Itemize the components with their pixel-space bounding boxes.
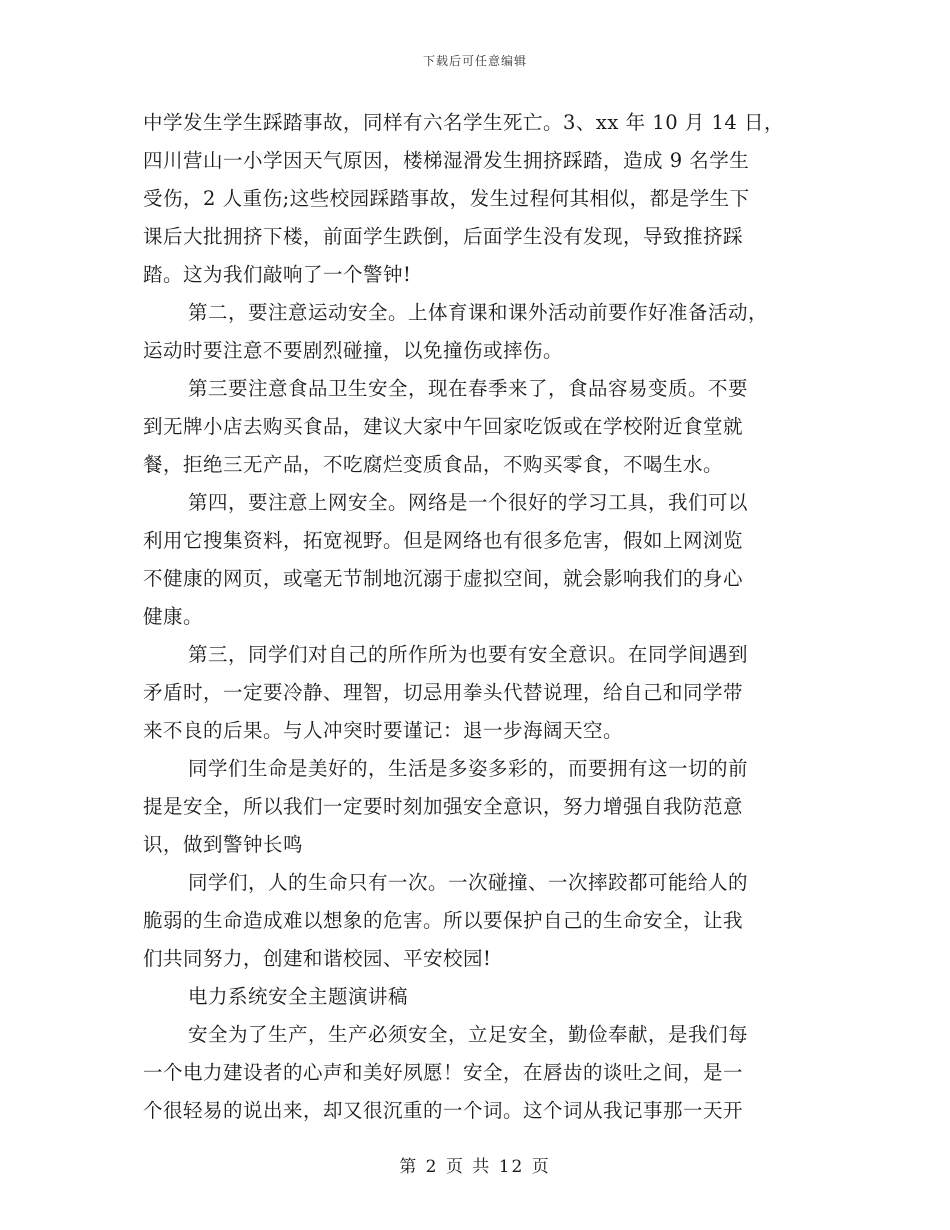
text-line: 第三，同学们对自己的所作所为也要有安全意识。在同学间遇到 — [188, 643, 749, 666]
text-line: 第四，要注意上网安全。网络是一个很好的学习工具，我们可以 — [188, 491, 749, 514]
text-line: 脆弱的生命造成难以想象的危害。所以要保护自己的生命安全，让我 — [143, 909, 744, 932]
text-line: 电力系统安全主题演讲稿 — [188, 985, 409, 1008]
text-line: 来不良的后果。与人冲突时要谨记：退一步海阔天空。 — [143, 719, 624, 742]
text-line: 一个电力建设者的心声和美好夙愿！安全，在唇齿的谈吐之间，是一 — [143, 1061, 744, 1084]
text-line: 利用它搜集资料，拓宽视野。但是网络也有很多危害，假如上网浏览 — [143, 529, 744, 552]
text-line: 识，做到警钟长鸣 — [143, 833, 304, 856]
text-line: 同学们生命是美好的，生活是多姿多彩的，而要拥有这一切的前 — [188, 757, 749, 780]
text-line: 运动时要注意不要剧烈碰撞，以免撞伤或摔伤。 — [143, 339, 564, 362]
text-line: 提是安全，所以我们一定要时刻加强安全意识，努力增强自我防范意 — [143, 795, 744, 818]
text-line: 们共同努力，创建和谐校园、平安校园! — [143, 947, 492, 970]
text-line: 课后大批拥挤下楼，前面学生跌倒，后面学生没有发现，导致推挤踩 — [143, 225, 744, 248]
text-line: 同学们，人的生命只有一次。一次碰撞、一次摔跤都可能给人的 — [188, 871, 749, 894]
text-line: 健康。 — [143, 605, 204, 628]
text-line: 第三要注意食品卫生安全，现在春季来了，食品容易变质。不要 — [188, 377, 749, 400]
text-line: 到无牌小店去购买食品，建议大家中午回家吃饭或在学校附近食堂就 — [143, 415, 744, 438]
document-body — [143, 104, 813, 1130]
text-line: 餐，拒绝三无产品，不吃腐烂变质食品，不购买零食，不喝生水。 — [143, 453, 724, 476]
text-line: 矛盾时，一定要冷静、理智，切忌用拳头代替说理，给自己和同学带 — [143, 681, 744, 704]
text-line: 四川营山一小学因天气原因，楼梯湿滑发生拥挤踩踏，造成 9 名学生 — [143, 149, 750, 172]
text-line: 第二，要注意运动安全。上体育课和课外活动前要作好准备活动， — [188, 301, 769, 324]
text-line: 受伤，2 人重伤;这些校园踩踏事故，发生过程何其相似，都是学生下 — [143, 187, 750, 210]
text-line: 不健康的网页，或毫无节制地沉溺于虚拟空间，就会影响我们的身心 — [143, 567, 744, 590]
text-line: 安全为了生产，生产必须安全，立足安全，勤俭奉献，是我们每 — [188, 1023, 749, 1046]
page-footer: 第 2 页 共 12 页 — [399, 1157, 551, 1177]
text-line: 个很轻易的说出来，却又很沉重的一个词。这个词从我记事那一天开 — [143, 1099, 744, 1122]
text-line: 踏。这为我们敲响了一个警钟! — [143, 263, 412, 286]
page-header: 下载后可任意编辑 — [422, 54, 527, 68]
text-line: 中学发生学生踩踏事故，同样有六名学生死亡。3、xx 年 10 月 14 日， — [143, 111, 785, 134]
